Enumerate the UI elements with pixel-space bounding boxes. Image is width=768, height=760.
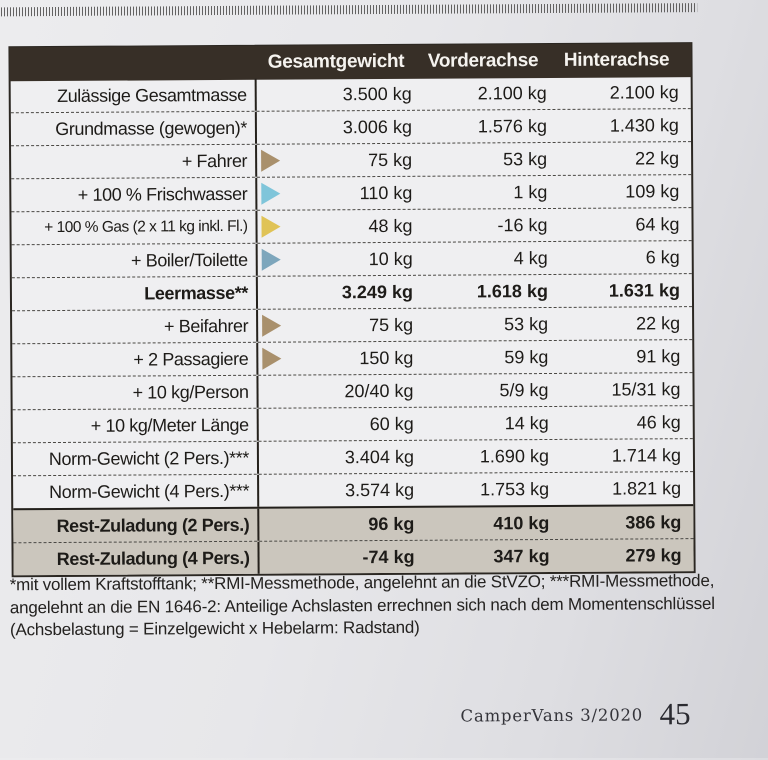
row-value: 22 kg [636,312,681,333]
row-value: -74 kg [362,546,415,567]
row-value: 22 kg [635,147,680,168]
table-row [13,504,693,542]
triangle-marker-icon [261,150,280,172]
row-value: 15/31 kg [611,378,681,400]
row-marker-cell [258,310,292,342]
row-value: 1.821 kg [612,477,682,499]
row-value: 3.249 kg [341,281,413,302]
row-value: 1.753 kg [480,478,550,499]
row-label: + 10 kg/Meter Länge [13,409,259,443]
row-value: 5/9 kg [499,379,549,400]
row-value: 20/40 kg [344,380,414,401]
row-value: 110 kg [359,182,413,203]
page-footer [2,696,690,736]
row-label: + 100 % Gas (2 x 11 kg inkl. Fl.) [11,211,257,245]
row-value: 109 kg [625,180,680,202]
row-label: Rest-Zuladung (4 Pers.) [13,542,259,576]
row-label: + Boiler/Toilette [12,244,258,278]
hatched-rule-decoration [0,3,697,16]
row-label: + 100 % Frischwasser [11,178,257,212]
row-value: 3.574 kg [345,479,415,500]
row-value: 3.500 kg [342,83,412,104]
table-row [12,240,692,277]
table-row [11,108,691,145]
row-value: 1.714 kg [611,444,681,466]
row-value: 96 kg [368,513,415,534]
row-value: 1.690 kg [479,445,549,466]
row-value: 14 kg [504,412,549,433]
row-marker-cell [259,442,293,474]
table-row [12,372,692,409]
table-row [13,538,693,575]
page-number: 45 [659,696,691,732]
table-row [11,207,691,244]
row-marker-cell [259,475,293,507]
row-value: 75 kg [369,314,414,335]
row-marker-cell [258,343,292,375]
row-label: + 2 Passagiere [12,343,258,377]
footnote-line: angelehnt an die EN 1646-2: Anteilige Achslasten errechnen sich nach dem Momentenschlüssel [9,593,715,617]
table-row [13,471,693,508]
triangle-marker-icon [261,216,280,238]
footnote [10,570,716,642]
weight-table [8,42,695,577]
row-value: 150 kg [359,347,414,368]
row-value: 3.006 kg [342,116,412,137]
row-value: 10 kg [368,248,413,269]
row-marker-cell [257,145,291,177]
triangle-marker-icon [262,315,281,337]
row-marker-cell [259,542,293,574]
row-label: + 10 kg/Person [12,376,258,410]
column-header-gesamtgewicht: Gesamtgewicht [267,50,405,73]
row-value: 53 kg [504,313,549,334]
row-value: 410 kg [493,512,550,533]
row-value: 3.404 kg [344,446,414,467]
row-value: 59 kg [504,346,549,367]
row-value: 75 kg [368,149,413,170]
row-value: 279 kg [625,544,682,566]
row-value: 4 kg [513,247,548,268]
row-value: 1.618 kg [476,280,548,301]
row-value: 386 kg [625,511,682,533]
row-marker-cell [259,509,293,541]
table-row [12,273,692,310]
triangle-marker-icon [261,183,280,205]
footnote-line: (Achsbelastung = Einzelgewicht x Hebelarm: Radstand) [9,617,420,640]
row-value: 48 kg [368,215,413,236]
row-value: 1.576 kg [477,115,547,136]
row-marker-cell [259,409,293,441]
triangle-marker-icon [262,249,281,271]
row-value: 1 kg [513,181,548,202]
column-header-vorderachse: Vorderachse [427,50,539,72]
table-row [11,174,691,211]
table-body [11,76,694,575]
table-row [12,339,692,376]
table-row [11,76,691,112]
row-label: + Beifahrer [12,310,258,344]
footnote-line: *mit vollem Kraftstofftank; **RMI-Messmethode, angelehnt an die StVZO; ***RMI-Messmethode, [9,570,715,595]
row-marker-cell [257,112,291,144]
row-value: 6 kg [645,246,680,267]
row-marker-cell [257,211,291,243]
table-row [13,438,693,475]
row-value: 2.100 kg [609,81,679,103]
row-marker-cell [257,178,291,210]
row-value: 91 kg [636,345,681,366]
row-label: Leermasse** [12,277,258,311]
table-row [12,306,692,343]
row-value: -16 kg [497,214,548,235]
row-marker-cell [257,79,291,111]
row-marker-cell [258,277,292,309]
triangle-marker-icon [262,348,281,370]
row-value: 1.430 kg [609,114,679,136]
column-header-hinterachse: Hinterachse [563,49,670,71]
row-value: 60 kg [369,413,414,434]
row-label: Zulässige Gesamtmasse [11,79,257,113]
row-label: + Fahrer [11,145,257,179]
table-row [11,141,691,178]
row-value: 64 kg [635,213,680,234]
row-label: Norm-Gewicht (2 Pers.)*** [13,442,259,476]
magazine-title: CamperVans 3/2020 [460,705,644,726]
row-label: Grundmasse (gewogen)* [11,112,257,146]
table-row [13,405,693,442]
row-value: 1.631 kg [608,279,680,301]
row-marker-cell [258,376,292,408]
row-label: Rest-Zuladung (2 Pers.) [13,509,259,543]
row-label: Norm-Gewicht (4 Pers.)*** [13,475,259,509]
row-marker-cell [258,244,292,276]
row-value: 347 kg [493,545,550,566]
row-value: 46 kg [636,411,681,432]
table-header-row [9,43,691,81]
row-value: 2.100 kg [477,82,547,103]
row-value: 53 kg [503,148,548,169]
